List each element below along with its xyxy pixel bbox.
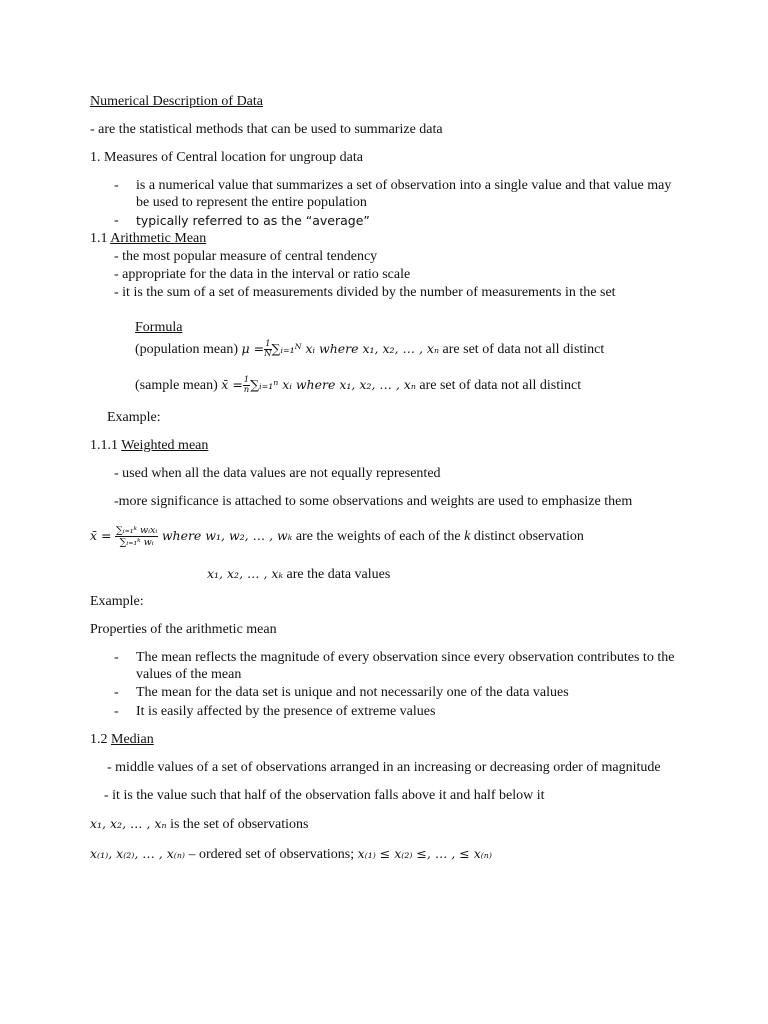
- observations-line: [90, 816, 308, 833]
- fraction-denominator: N: [264, 349, 272, 360]
- subsection-heading-weighted-mean: [90, 438, 208, 454]
- fraction-numerator: 1: [265, 339, 271, 350]
- subsection-title: Weighted mean: [121, 438, 209, 453]
- subsection-heading-arithmetic-mean: [90, 231, 206, 247]
- fraction-denominator: ∑ᵢ₌₁ᵏ wᵢ: [119, 537, 154, 549]
- ordered-math: x₍₁₎, x₍₂₎, … , x₍ₙ₎: [90, 846, 185, 861]
- arith-point: - it is the sum of a set of measurements divided by the number of measurements in the set: [114, 285, 616, 300]
- formula-sum: ∑ᵢ₌₁ⁿ xᵢ where x₁, x₂, … , xₙ: [250, 377, 416, 392]
- bullet-dash: -: [114, 704, 119, 719]
- property-bullet: The mean for the data set is unique and not necessarily one of the data values: [136, 685, 569, 700]
- ordered-relation: x₍₁₎ ≤ x₍₂₎ ≤, … , ≤ x₍ₙ₎: [357, 846, 492, 861]
- bullet-text: typically referred to as the “average”: [136, 213, 370, 228]
- population-mean-formula: [135, 338, 604, 361]
- bullet-text-continuation: be used to represent the entire population: [136, 195, 367, 210]
- median-point: - it is the value such that half of the observation falls above it and half below it: [104, 788, 545, 803]
- formula-k: k: [464, 529, 471, 544]
- formula-suffix: are set of data not all distinct: [442, 342, 605, 357]
- data-values-text: are the data values: [286, 567, 391, 582]
- subsection-number: 1.1.1: [90, 438, 118, 453]
- fraction-numerator: 1: [243, 375, 250, 386]
- subsection-title: Median: [111, 732, 154, 747]
- property-bullet-continuation: values of the mean: [136, 667, 242, 682]
- fraction-numerator: ∑ᵢ₌₁ᵏ wᵢxᵢ: [116, 525, 158, 537]
- formula-label: Formula: [135, 320, 183, 335]
- document-title: Numerical Description of Data: [90, 94, 263, 109]
- formula-desc: are the weights of each of the: [295, 529, 461, 544]
- formula-where: where w₁, w₂, … , wₖ: [161, 528, 293, 543]
- formula-lhs: x̄ =: [90, 528, 112, 543]
- formula-sum: ∑ᵢ₌₁ᴺ xᵢ where x₁, x₂, … , xₙ: [271, 341, 440, 356]
- weighted-point: -more significance is attached to some observations and weights are used to emphasize them: [114, 494, 633, 509]
- arith-point: - the most popular measure of central tendency: [114, 249, 378, 264]
- property-bullet: The mean reflects the magnitude of every observation since every observation contributes to the: [136, 650, 675, 665]
- ordered-text: – ordered set of observations;: [188, 847, 355, 862]
- bullet-dash: -: [114, 685, 119, 700]
- ordered-observations-line: [90, 846, 492, 863]
- weighted-point: - used when all the data values are not equally represented: [114, 466, 441, 481]
- properties-heading: Properties of the arithmetic mean: [90, 622, 277, 637]
- sample-mean-formula: [135, 374, 581, 397]
- formula-desc: distinct observation: [473, 529, 584, 544]
- subsection-title: Arithmetic Mean: [110, 231, 207, 246]
- example-label: Example:: [90, 594, 144, 609]
- formula-lhs: x̄ =: [221, 377, 243, 392]
- formula-prefix: (sample mean): [135, 378, 218, 393]
- intro-text: - are the statistical methods that can be used to summarize data: [90, 122, 443, 137]
- subsection-heading-median: [90, 732, 154, 748]
- arith-point: - appropriate for the data in the interval or ratio scale: [114, 267, 411, 282]
- fraction-denominator: n: [243, 385, 250, 396]
- data-values-math: x₁, x₂, … , xₖ: [207, 566, 284, 581]
- data-values-line: [207, 566, 390, 583]
- fraction: [115, 525, 158, 548]
- median-point: - middle values of a set of observations arranged in an increasing or decreasing order of magnitude: [107, 760, 661, 775]
- bullet-dash: -: [114, 178, 119, 193]
- formula-prefix: (population mean): [135, 342, 239, 357]
- fraction: [264, 340, 271, 359]
- subsection-number: 1.2: [90, 732, 108, 747]
- observations-text: is the set of observations: [170, 817, 309, 832]
- section-heading-central-location: 1. Measures of Central location for ungroup data: [90, 150, 363, 165]
- bullet-dash: -: [114, 650, 119, 665]
- bullet-dash: -: [114, 213, 119, 228]
- formula-lhs: μ =: [241, 341, 265, 356]
- example-label: Example:: [107, 410, 161, 425]
- property-bullet: It is easily affected by the presence of extreme values: [136, 704, 436, 719]
- subsection-number: 1.1: [90, 231, 108, 246]
- bullet-text: is a numerical value that summarizes a set of observation into a single value and that value may: [136, 178, 672, 193]
- observations-math: x₁, x₂, … , xₙ: [90, 816, 167, 831]
- formula-suffix: are set of data not all distinct: [419, 378, 582, 393]
- weighted-mean-formula: [90, 522, 584, 551]
